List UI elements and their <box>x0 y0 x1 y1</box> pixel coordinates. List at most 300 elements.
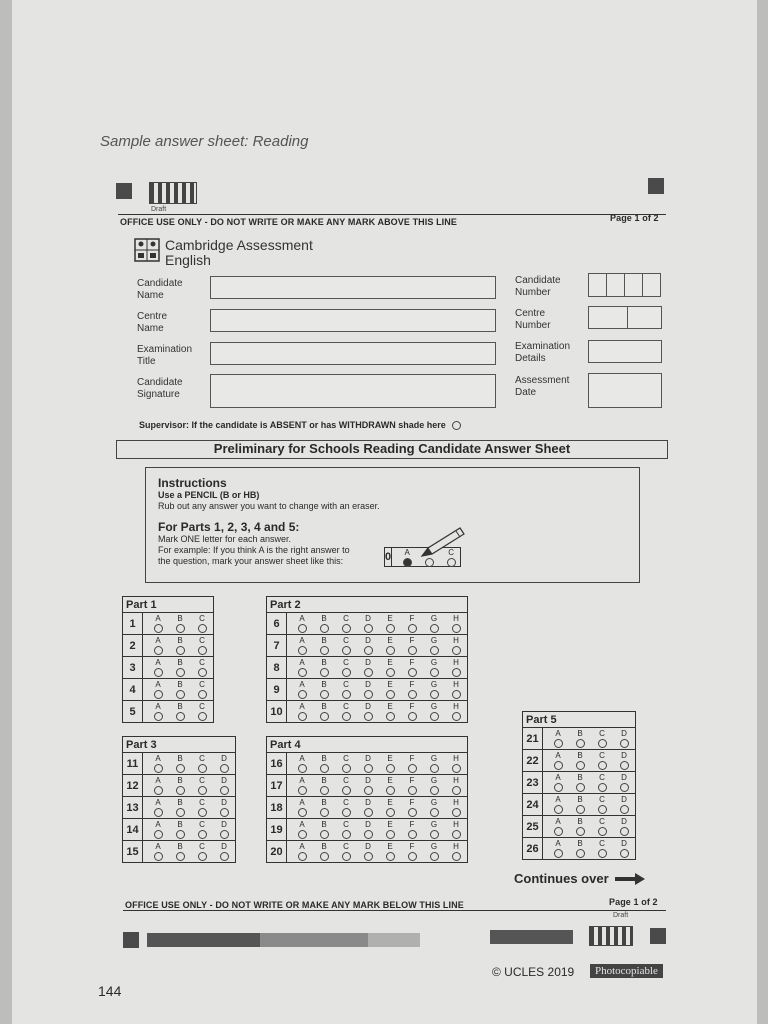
bubble-circle[interactable] <box>430 624 439 633</box>
bubble-circle[interactable] <box>198 624 207 633</box>
bubble-circle[interactable] <box>452 852 461 861</box>
answer-option[interactable] <box>379 658 401 677</box>
bubble-circle[interactable] <box>430 808 439 817</box>
bubble-circle[interactable] <box>386 646 395 655</box>
bubble-circle[interactable] <box>298 690 307 699</box>
bubble-circle[interactable] <box>198 646 207 655</box>
bubble-circle[interactable] <box>430 786 439 795</box>
answer-option[interactable] <box>613 751 635 770</box>
bubble-circle[interactable] <box>386 624 395 633</box>
bubble-circle[interactable] <box>342 624 351 633</box>
bubble-circle[interactable] <box>198 690 207 699</box>
question-number: 8 <box>267 657 287 679</box>
answer-option[interactable] <box>213 776 235 795</box>
answer-option[interactable] <box>401 614 423 633</box>
bubble-circle[interactable] <box>452 668 461 677</box>
answer-option[interactable] <box>357 754 379 773</box>
answer-option[interactable] <box>591 729 613 748</box>
answer-option[interactable] <box>147 820 169 839</box>
answer-option[interactable] <box>379 754 401 773</box>
answer-option[interactable] <box>169 680 191 699</box>
bubble-circle[interactable] <box>342 830 351 839</box>
answer-option[interactable] <box>445 614 467 633</box>
bubble-circle[interactable] <box>576 783 585 792</box>
answer-option[interactable] <box>191 776 213 795</box>
answer-option[interactable] <box>313 754 335 773</box>
bubble-circle[interactable] <box>430 764 439 773</box>
bubble-circle[interactable] <box>176 852 185 861</box>
bubble-circle[interactable] <box>364 852 373 861</box>
bubble-circle[interactable] <box>576 739 585 748</box>
answer-option[interactable] <box>191 636 213 655</box>
bubble-circle[interactable] <box>298 646 307 655</box>
answer-option[interactable] <box>335 636 357 655</box>
bubble-circle[interactable] <box>554 849 563 858</box>
bubble-circle[interactable] <box>576 805 585 814</box>
bubble-circle[interactable] <box>342 690 351 699</box>
bubble-circle[interactable] <box>364 668 373 677</box>
answer-option[interactable] <box>547 839 569 858</box>
bubble-circle[interactable] <box>320 830 329 839</box>
bubble-circle[interactable] <box>452 624 461 633</box>
answer-option[interactable] <box>335 798 357 817</box>
bubble-circle[interactable] <box>220 786 229 795</box>
bubble-circle[interactable] <box>342 852 351 861</box>
answer-option[interactable] <box>147 680 169 699</box>
bubble-circle[interactable] <box>176 646 185 655</box>
bubble-circle[interactable] <box>154 830 163 839</box>
answer-option[interactable] <box>291 842 313 861</box>
bubble-circle[interactable] <box>176 808 185 817</box>
bubble-circle[interactable] <box>298 764 307 773</box>
bubble-circle[interactable] <box>198 830 207 839</box>
bubble-circle[interactable] <box>154 712 163 721</box>
answer-option[interactable] <box>147 702 169 721</box>
bubble-circle[interactable] <box>408 852 417 861</box>
answer-option[interactable] <box>423 658 445 677</box>
answer-option[interactable] <box>423 798 445 817</box>
answer-option[interactable] <box>357 614 379 633</box>
bubble-circle[interactable] <box>298 830 307 839</box>
answer-option[interactable] <box>147 798 169 817</box>
bubble-circle[interactable] <box>176 830 185 839</box>
answer-option[interactable] <box>445 636 467 655</box>
answer-option[interactable] <box>379 614 401 633</box>
candidate-number-field[interactable] <box>588 273 661 297</box>
bubble-circle[interactable] <box>220 830 229 839</box>
option-letter: B <box>177 798 183 807</box>
bubble-circle[interactable] <box>452 712 461 721</box>
answer-option[interactable] <box>291 658 313 677</box>
answer-option[interactable] <box>191 754 213 773</box>
answer-option[interactable] <box>313 636 335 655</box>
bubble-circle[interactable] <box>298 808 307 817</box>
bubble-circle[interactable] <box>298 786 307 795</box>
bubble-circle[interactable] <box>176 764 185 773</box>
answer-option[interactable] <box>335 754 357 773</box>
answer-option[interactable] <box>547 751 569 770</box>
answer-option[interactable] <box>569 773 591 792</box>
bubble-circle[interactable] <box>452 690 461 699</box>
bubble-circle[interactable] <box>364 690 373 699</box>
bubble-circle[interactable] <box>364 712 373 721</box>
bubble-circle[interactable] <box>364 786 373 795</box>
answer-option[interactable] <box>423 842 445 861</box>
bubble-circle[interactable] <box>364 808 373 817</box>
answer-option[interactable] <box>379 798 401 817</box>
answer-option[interactable] <box>357 842 379 861</box>
bubble-circle[interactable] <box>554 739 563 748</box>
answer-option[interactable] <box>423 614 445 633</box>
bubble-circle[interactable] <box>342 646 351 655</box>
answer-option[interactable] <box>169 702 191 721</box>
answer-option[interactable] <box>357 636 379 655</box>
bubble-circle[interactable] <box>408 646 417 655</box>
answer-option[interactable] <box>213 754 235 773</box>
bubble-circle[interactable] <box>408 690 417 699</box>
answer-option[interactable] <box>357 658 379 677</box>
answer-option[interactable] <box>191 820 213 839</box>
answer-option[interactable] <box>313 658 335 677</box>
answer-option[interactable] <box>313 842 335 861</box>
bubble-circle[interactable] <box>620 783 629 792</box>
answer-option[interactable] <box>291 754 313 773</box>
question-number: 10 <box>267 701 287 723</box>
bubble-circle[interactable] <box>342 668 351 677</box>
bubble-circle[interactable] <box>298 712 307 721</box>
answer-option[interactable] <box>401 776 423 795</box>
answer-option[interactable] <box>147 614 169 633</box>
bubble-circle[interactable] <box>342 712 351 721</box>
answer-option[interactable] <box>313 820 335 839</box>
answer-option[interactable] <box>401 754 423 773</box>
option-letter: B <box>177 702 183 711</box>
answer-option[interactable] <box>569 751 591 770</box>
answer-option[interactable] <box>613 817 635 836</box>
answer-option[interactable] <box>191 680 213 699</box>
answer-option[interactable] <box>591 751 613 770</box>
answer-option[interactable] <box>191 614 213 633</box>
bubble-circle[interactable] <box>386 668 395 677</box>
bubble-circle[interactable] <box>364 764 373 773</box>
answer-option[interactable] <box>147 658 169 677</box>
answer-option[interactable] <box>169 842 191 861</box>
answer-option[interactable] <box>291 820 313 839</box>
answer-option[interactable] <box>357 798 379 817</box>
answer-row <box>123 753 236 775</box>
answer-option[interactable] <box>147 636 169 655</box>
answer-option[interactable] <box>401 680 423 699</box>
bubble-circle[interactable] <box>430 668 439 677</box>
answer-option[interactable] <box>291 776 313 795</box>
answer-option[interactable] <box>379 820 401 839</box>
bubble-circle[interactable] <box>430 646 439 655</box>
option-letter: C <box>343 614 349 623</box>
answer-option[interactable] <box>547 817 569 836</box>
answer-option[interactable] <box>445 702 467 721</box>
bubble-circle[interactable] <box>298 624 307 633</box>
bubble-circle[interactable] <box>154 786 163 795</box>
answer-option[interactable] <box>379 680 401 699</box>
answer-option[interactable] <box>613 729 635 748</box>
answer-option[interactable] <box>591 795 613 814</box>
answer-option[interactable] <box>445 754 467 773</box>
candidate-signature-field[interactable] <box>210 374 496 408</box>
answer-option[interactable] <box>169 820 191 839</box>
answer-option[interactable] <box>291 680 313 699</box>
bubble-circle[interactable] <box>198 852 207 861</box>
bubble-circle[interactable] <box>386 852 395 861</box>
bubble-circle[interactable] <box>620 805 629 814</box>
answer-option[interactable] <box>569 795 591 814</box>
bubble-circle[interactable] <box>386 786 395 795</box>
answer-option[interactable] <box>423 680 445 699</box>
bubble-circle[interactable] <box>342 786 351 795</box>
option-letter: A <box>555 773 561 782</box>
answer-option[interactable] <box>169 636 191 655</box>
examination-details-field[interactable] <box>588 340 662 363</box>
answer-option[interactable] <box>313 614 335 633</box>
answer-option[interactable] <box>213 842 235 861</box>
bubble-circle[interactable] <box>554 827 563 836</box>
bubble-circle[interactable] <box>554 805 563 814</box>
bubble-circle[interactable] <box>198 764 207 773</box>
answer-option[interactable] <box>313 798 335 817</box>
answer-option[interactable] <box>147 776 169 795</box>
bubble-circle[interactable] <box>386 808 395 817</box>
answer-option[interactable] <box>335 658 357 677</box>
bubble-circle[interactable] <box>198 668 207 677</box>
bubble-circle[interactable] <box>408 668 417 677</box>
answer-option[interactable] <box>379 776 401 795</box>
bubble-circle[interactable] <box>452 764 461 773</box>
answer-option[interactable] <box>213 820 235 839</box>
answer-option[interactable] <box>445 798 467 817</box>
candidate-name-field[interactable] <box>210 276 496 299</box>
bubble-circle[interactable] <box>598 761 607 770</box>
answer-option[interactable] <box>291 798 313 817</box>
bubble-circle[interactable] <box>320 646 329 655</box>
bubble-circle[interactable] <box>198 786 207 795</box>
answer-option[interactable] <box>445 776 467 795</box>
answer-option[interactable] <box>357 820 379 839</box>
bubble-circle[interactable] <box>430 690 439 699</box>
answer-option[interactable] <box>423 702 445 721</box>
bubble-circle[interactable] <box>408 712 417 721</box>
answer-option[interactable] <box>313 702 335 721</box>
bubble-circle[interactable] <box>320 690 329 699</box>
answer-option[interactable] <box>547 773 569 792</box>
question-number: 24 <box>523 794 543 816</box>
answer-option[interactable] <box>401 842 423 861</box>
answer-option[interactable] <box>401 820 423 839</box>
bubble-circle[interactable] <box>598 805 607 814</box>
bubble-circle[interactable] <box>452 786 461 795</box>
answer-option[interactable] <box>335 680 357 699</box>
bubble-circle[interactable] <box>176 668 185 677</box>
bubble-circle[interactable] <box>342 764 351 773</box>
answer-option[interactable] <box>313 680 335 699</box>
answer-option[interactable] <box>335 842 357 861</box>
answer-option[interactable] <box>335 820 357 839</box>
answer-option[interactable] <box>213 798 235 817</box>
answer-option[interactable] <box>313 776 335 795</box>
answer-option[interactable] <box>591 773 613 792</box>
answer-option[interactable] <box>613 795 635 814</box>
bubble-circle[interactable] <box>342 808 351 817</box>
bubble-circle[interactable] <box>598 739 607 748</box>
answer-option[interactable] <box>445 680 467 699</box>
answer-option[interactable] <box>335 614 357 633</box>
bubble-circle[interactable] <box>154 668 163 677</box>
answer-option[interactable] <box>445 842 467 861</box>
bubble-circle[interactable] <box>154 690 163 699</box>
assessment-date-field[interactable] <box>588 373 662 408</box>
bubble-circle[interactable] <box>386 764 395 773</box>
bubble-circle[interactable] <box>320 786 329 795</box>
bubble-circle[interactable] <box>408 808 417 817</box>
answer-option[interactable] <box>169 798 191 817</box>
answer-option[interactable] <box>191 702 213 721</box>
bubble-circle[interactable] <box>198 712 207 721</box>
bubble-circle[interactable] <box>386 830 395 839</box>
answer-option[interactable] <box>147 754 169 773</box>
bubble-circle[interactable] <box>620 739 629 748</box>
bubble-circle[interactable] <box>154 808 163 817</box>
answer-row <box>267 679 468 701</box>
bubble-circle[interactable] <box>364 646 373 655</box>
answer-option[interactable] <box>379 636 401 655</box>
bubble-circle[interactable] <box>554 783 563 792</box>
centre-number-field[interactable] <box>588 306 662 329</box>
answer-option[interactable] <box>591 817 613 836</box>
answer-option[interactable] <box>169 614 191 633</box>
answer-option[interactable] <box>423 754 445 773</box>
bubble-circle[interactable] <box>320 764 329 773</box>
bubble-circle[interactable] <box>154 852 163 861</box>
bubble-circle[interactable] <box>220 852 229 861</box>
answer-option[interactable] <box>169 658 191 677</box>
answer-option[interactable] <box>591 839 613 858</box>
answer-option[interactable] <box>401 702 423 721</box>
bubble-circle[interactable] <box>452 646 461 655</box>
bubble-circle[interactable] <box>220 808 229 817</box>
answer-option[interactable] <box>613 839 635 858</box>
answer-option[interactable] <box>423 820 445 839</box>
answer-option[interactable] <box>423 776 445 795</box>
bubble-circle[interactable] <box>320 808 329 817</box>
answer-row <box>123 775 236 797</box>
page-number: 144 <box>98 983 122 999</box>
bubble-circle[interactable] <box>198 808 207 817</box>
bubble-circle[interactable] <box>576 827 585 836</box>
answer-option[interactable] <box>191 658 213 677</box>
answer-option[interactable] <box>291 614 313 633</box>
bubble-circle[interactable] <box>298 852 307 861</box>
bubble-circle[interactable] <box>408 786 417 795</box>
option-letter: B <box>177 776 183 785</box>
answer-option[interactable] <box>445 820 467 839</box>
bubble-circle[interactable] <box>452 830 461 839</box>
answer-option[interactable] <box>357 680 379 699</box>
answer-option[interactable] <box>401 798 423 817</box>
absent-shade-circle[interactable] <box>452 421 461 430</box>
bubble-circle[interactable] <box>320 624 329 633</box>
bubble-circle[interactable] <box>620 761 629 770</box>
bubble-circle[interactable] <box>154 646 163 655</box>
answer-option[interactable] <box>335 702 357 721</box>
bubble-circle[interactable] <box>408 830 417 839</box>
bubble-circle[interactable] <box>598 783 607 792</box>
centre-name-field[interactable] <box>210 309 496 332</box>
bubble-circle[interactable] <box>176 786 185 795</box>
bubble-circle[interactable] <box>386 712 395 721</box>
answer-option[interactable] <box>401 658 423 677</box>
bubble-circle[interactable] <box>408 624 417 633</box>
bubble-circle[interactable] <box>176 712 185 721</box>
answer-option[interactable] <box>335 776 357 795</box>
bubble-circle[interactable] <box>364 830 373 839</box>
bubble-circle[interactable] <box>320 712 329 721</box>
answer-option[interactable] <box>613 773 635 792</box>
answer-option[interactable] <box>379 702 401 721</box>
bubble-circle[interactable] <box>320 852 329 861</box>
bubble-circle[interactable] <box>430 712 439 721</box>
answer-option[interactable] <box>547 795 569 814</box>
answer-option[interactable] <box>291 702 313 721</box>
rub-note: Rub out any answer you want to change with an eraser. <box>158 501 380 511</box>
answer-option[interactable] <box>445 658 467 677</box>
bubble-circle[interactable] <box>176 624 185 633</box>
bubble-circle[interactable] <box>576 761 585 770</box>
bubble-circle[interactable] <box>620 849 629 858</box>
answer-option[interactable] <box>569 839 591 858</box>
answer-option[interactable] <box>569 817 591 836</box>
examination-title-field[interactable] <box>210 342 496 365</box>
answer-option[interactable] <box>191 798 213 817</box>
bubble-circle[interactable] <box>220 764 229 773</box>
bubble-circle[interactable] <box>408 764 417 773</box>
answer-option[interactable] <box>357 776 379 795</box>
answer-option[interactable] <box>169 776 191 795</box>
bubble-circle[interactable] <box>554 761 563 770</box>
answer-option[interactable] <box>379 842 401 861</box>
answer-option[interactable] <box>547 729 569 748</box>
answer-option[interactable] <box>401 636 423 655</box>
bubble-circle[interactable] <box>598 849 607 858</box>
answer-option[interactable] <box>569 729 591 748</box>
bubble-circle[interactable] <box>320 668 329 677</box>
bubble-circle[interactable] <box>154 764 163 773</box>
bubble-circle[interactable] <box>452 808 461 817</box>
answer-option[interactable] <box>147 842 169 861</box>
bubble-circle[interactable] <box>364 624 373 633</box>
bubble-circle[interactable] <box>620 827 629 836</box>
answer-option[interactable] <box>191 842 213 861</box>
answer-option[interactable] <box>169 754 191 773</box>
bubble-circle[interactable] <box>386 690 395 699</box>
bubble-circle[interactable] <box>154 624 163 633</box>
bubble-circle[interactable] <box>430 830 439 839</box>
bubble-circle[interactable] <box>176 690 185 699</box>
answer-option[interactable] <box>291 636 313 655</box>
bubble-circle[interactable] <box>430 852 439 861</box>
answer-option[interactable] <box>357 702 379 721</box>
bubble-circle[interactable] <box>576 849 585 858</box>
bubble-circle[interactable] <box>298 668 307 677</box>
bubble-circle[interactable] <box>598 827 607 836</box>
answer-option[interactable] <box>423 636 445 655</box>
